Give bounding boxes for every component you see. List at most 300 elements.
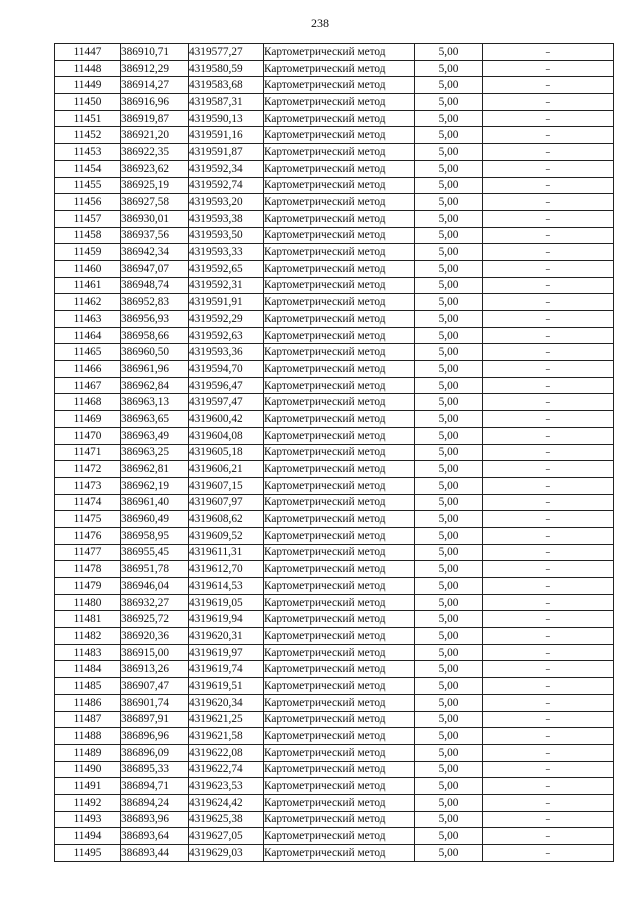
accuracy-cell: 5,00 xyxy=(415,177,483,194)
accuracy-cell: 5,00 xyxy=(415,845,483,862)
x-coordinate-cell: 386958,95 xyxy=(121,527,189,544)
note-cell xyxy=(483,711,614,728)
note-cell xyxy=(483,44,614,61)
point-number-cell: 11467 xyxy=(55,377,121,394)
accuracy-cell: 5,00 xyxy=(415,94,483,111)
table-row xyxy=(55,260,614,277)
method-cell: Картометрический метод xyxy=(264,294,415,311)
y-coordinate-cell: 4319592,34 xyxy=(189,160,264,177)
x-coordinate-cell: 386921,20 xyxy=(121,127,189,144)
point-number-cell: 11464 xyxy=(55,327,121,344)
x-coordinate-cell: 386963,13 xyxy=(121,394,189,411)
accuracy-cell: 5,00 xyxy=(415,311,483,328)
point-number-cell: 11465 xyxy=(55,344,121,361)
point-number-cell: 11488 xyxy=(55,728,121,745)
table-row xyxy=(55,210,614,227)
y-coordinate-cell: 4319592,31 xyxy=(189,277,264,294)
x-coordinate-cell: 386947,07 xyxy=(121,260,189,277)
x-coordinate-cell: 386963,49 xyxy=(121,427,189,444)
note-cell xyxy=(483,494,614,511)
page-number: 238 xyxy=(311,16,329,30)
method-cell: Картометрический метод xyxy=(264,661,415,678)
x-coordinate-cell: 386893,44 xyxy=(121,845,189,862)
method-cell: Картометрический метод xyxy=(264,494,415,511)
dash-mark: – xyxy=(546,846,550,859)
coordinates-table xyxy=(54,43,614,862)
note-cell xyxy=(483,477,614,494)
y-coordinate-cell: 4319577,27 xyxy=(189,44,264,61)
accuracy-cell: 5,00 xyxy=(415,494,483,511)
accuracy-cell: 5,00 xyxy=(415,427,483,444)
x-coordinate-cell: 386930,01 xyxy=(121,210,189,227)
table-row xyxy=(55,361,614,378)
note-cell xyxy=(483,578,614,595)
dash-mark: – xyxy=(546,312,550,325)
table-row xyxy=(55,44,614,61)
table-row xyxy=(55,294,614,311)
method-cell: Картометрический метод xyxy=(264,578,415,595)
dash-mark: – xyxy=(546,796,550,809)
dash-mark: – xyxy=(546,479,550,492)
point-number-cell: 11485 xyxy=(55,678,121,695)
y-coordinate-cell: 4319587,31 xyxy=(189,94,264,111)
point-number-cell: 11454 xyxy=(55,160,121,177)
x-coordinate-cell: 386894,24 xyxy=(121,794,189,811)
method-cell: Картометрический метод xyxy=(264,110,415,127)
dash-mark: – xyxy=(546,513,550,526)
table-row xyxy=(55,828,614,845)
accuracy-cell: 5,00 xyxy=(415,127,483,144)
note-cell xyxy=(483,327,614,344)
x-coordinate-cell: 386916,96 xyxy=(121,94,189,111)
accuracy-cell: 5,00 xyxy=(415,611,483,628)
note-cell xyxy=(483,194,614,211)
x-coordinate-cell: 386960,49 xyxy=(121,511,189,528)
note-cell xyxy=(483,628,614,645)
note-cell xyxy=(483,694,614,711)
method-cell: Картометрический метод xyxy=(264,427,415,444)
note-cell xyxy=(483,227,614,244)
table-row xyxy=(55,761,614,778)
method-cell: Картометрический метод xyxy=(264,628,415,645)
method-cell: Картометрический метод xyxy=(264,177,415,194)
accuracy-cell: 5,00 xyxy=(415,194,483,211)
dash-mark: – xyxy=(546,329,550,342)
accuracy-cell: 5,00 xyxy=(415,411,483,428)
table-row xyxy=(55,94,614,111)
method-cell: Картометрический метод xyxy=(264,210,415,227)
note-cell xyxy=(483,394,614,411)
accuracy-cell: 5,00 xyxy=(415,694,483,711)
method-cell: Картометрический метод xyxy=(264,845,415,862)
dash-mark: – xyxy=(546,529,550,542)
table-row xyxy=(55,661,614,678)
x-coordinate-cell: 386946,04 xyxy=(121,578,189,595)
table-row xyxy=(55,461,614,478)
dash-mark: – xyxy=(546,212,550,225)
dash-mark: – xyxy=(546,546,550,559)
note-cell xyxy=(483,294,614,311)
x-coordinate-cell: 386910,71 xyxy=(121,44,189,61)
accuracy-cell: 5,00 xyxy=(415,294,483,311)
method-cell: Картометрический метод xyxy=(264,411,415,428)
note-cell xyxy=(483,344,614,361)
dash-mark: – xyxy=(546,279,550,292)
x-coordinate-cell: 386962,19 xyxy=(121,477,189,494)
dash-mark: – xyxy=(546,262,550,275)
y-coordinate-cell: 4319593,38 xyxy=(189,210,264,227)
y-coordinate-cell: 4319596,47 xyxy=(189,377,264,394)
point-number-cell: 11469 xyxy=(55,411,121,428)
accuracy-cell: 5,00 xyxy=(415,761,483,778)
dash-mark: – xyxy=(546,746,550,759)
table-row xyxy=(55,578,614,595)
x-coordinate-cell: 386942,34 xyxy=(121,244,189,261)
method-cell: Картометрический метод xyxy=(264,778,415,795)
accuracy-cell: 5,00 xyxy=(415,511,483,528)
table-row xyxy=(55,711,614,728)
dash-mark: – xyxy=(546,446,550,459)
dash-mark: – xyxy=(546,496,550,509)
point-number-cell: 11461 xyxy=(55,277,121,294)
dash-mark: – xyxy=(546,696,550,709)
method-cell: Картометрический метод xyxy=(264,744,415,761)
x-coordinate-cell: 386951,78 xyxy=(121,561,189,578)
accuracy-cell: 5,00 xyxy=(415,394,483,411)
dash-mark: – xyxy=(546,145,550,158)
accuracy-cell: 5,00 xyxy=(415,444,483,461)
method-cell: Картометрический метод xyxy=(264,794,415,811)
x-coordinate-cell: 386960,50 xyxy=(121,344,189,361)
method-cell: Картометрический метод xyxy=(264,644,415,661)
x-coordinate-cell: 386919,87 xyxy=(121,110,189,127)
method-cell: Картометрический метод xyxy=(264,527,415,544)
table-row xyxy=(55,344,614,361)
point-number-cell: 11450 xyxy=(55,94,121,111)
dash-mark: – xyxy=(546,679,550,692)
dash-mark: – xyxy=(546,730,550,743)
note-cell xyxy=(483,778,614,795)
table-row xyxy=(55,177,614,194)
y-coordinate-cell: 4319592,29 xyxy=(189,311,264,328)
method-cell: Картометрический метод xyxy=(264,461,415,478)
x-coordinate-cell: 386955,45 xyxy=(121,544,189,561)
x-coordinate-cell: 386927,58 xyxy=(121,194,189,211)
table-row xyxy=(55,611,614,628)
dash-mark: – xyxy=(546,95,550,108)
table-row xyxy=(55,411,614,428)
point-number-cell: 11471 xyxy=(55,444,121,461)
note-cell xyxy=(483,594,614,611)
note-cell xyxy=(483,210,614,227)
y-coordinate-cell: 4319619,51 xyxy=(189,678,264,695)
method-cell: Картометрический метод xyxy=(264,761,415,778)
table-row xyxy=(55,227,614,244)
point-number-cell: 11495 xyxy=(55,845,121,862)
note-cell xyxy=(483,761,614,778)
y-coordinate-cell: 4319619,97 xyxy=(189,644,264,661)
dash-mark: – xyxy=(546,296,550,309)
point-number-cell: 11449 xyxy=(55,77,121,94)
y-coordinate-cell: 4319607,15 xyxy=(189,477,264,494)
note-cell xyxy=(483,260,614,277)
accuracy-cell: 5,00 xyxy=(415,361,483,378)
table-row xyxy=(55,277,614,294)
x-coordinate-cell: 386920,36 xyxy=(121,628,189,645)
accuracy-cell: 5,00 xyxy=(415,527,483,544)
accuracy-cell: 5,00 xyxy=(415,711,483,728)
accuracy-cell: 5,00 xyxy=(415,661,483,678)
y-coordinate-cell: 4319590,13 xyxy=(189,110,264,127)
x-coordinate-cell: 386895,33 xyxy=(121,761,189,778)
y-coordinate-cell: 4319621,58 xyxy=(189,728,264,745)
dash-mark: – xyxy=(546,713,550,726)
note-cell xyxy=(483,728,614,745)
dash-mark: – xyxy=(546,379,550,392)
y-coordinate-cell: 4319593,36 xyxy=(189,344,264,361)
point-number-cell: 11481 xyxy=(55,611,121,628)
accuracy-cell: 5,00 xyxy=(415,828,483,845)
x-coordinate-cell: 386914,27 xyxy=(121,77,189,94)
dash-mark: – xyxy=(546,412,550,425)
table-row xyxy=(55,778,614,795)
dash-mark: – xyxy=(546,663,550,676)
x-coordinate-cell: 386932,27 xyxy=(121,594,189,611)
y-coordinate-cell: 4319592,65 xyxy=(189,260,264,277)
accuracy-cell: 5,00 xyxy=(415,561,483,578)
point-number-cell: 11486 xyxy=(55,694,121,711)
x-coordinate-cell: 386958,66 xyxy=(121,327,189,344)
dash-mark: – xyxy=(546,129,550,142)
note-cell xyxy=(483,828,614,845)
y-coordinate-cell: 4319597,47 xyxy=(189,394,264,411)
dash-mark: – xyxy=(546,346,550,359)
x-coordinate-cell: 386962,81 xyxy=(121,461,189,478)
table-row xyxy=(55,311,614,328)
table-row xyxy=(55,678,614,695)
x-coordinate-cell: 386922,35 xyxy=(121,144,189,161)
y-coordinate-cell: 4319592,63 xyxy=(189,327,264,344)
method-cell: Картометрический метод xyxy=(264,377,415,394)
dash-mark: – xyxy=(546,646,550,659)
accuracy-cell: 5,00 xyxy=(415,144,483,161)
y-coordinate-cell: 4319619,94 xyxy=(189,611,264,628)
point-number-cell: 11456 xyxy=(55,194,121,211)
point-number-cell: 11455 xyxy=(55,177,121,194)
table-row xyxy=(55,811,614,828)
note-cell xyxy=(483,361,614,378)
x-coordinate-cell: 386925,19 xyxy=(121,177,189,194)
method-cell: Картометрический метод xyxy=(264,711,415,728)
method-cell: Картометрический метод xyxy=(264,77,415,94)
x-coordinate-cell: 386937,56 xyxy=(121,227,189,244)
accuracy-cell: 5,00 xyxy=(415,110,483,127)
note-cell xyxy=(483,661,614,678)
point-number-cell: 11452 xyxy=(55,127,121,144)
table-row xyxy=(55,477,614,494)
x-coordinate-cell: 386907,47 xyxy=(121,678,189,695)
dash-mark: – xyxy=(546,780,550,793)
table-row xyxy=(55,511,614,528)
dash-mark: – xyxy=(546,79,550,92)
note-cell xyxy=(483,311,614,328)
note-cell xyxy=(483,678,614,695)
table-row xyxy=(55,644,614,661)
y-coordinate-cell: 4319594,70 xyxy=(189,361,264,378)
table-row xyxy=(55,561,614,578)
accuracy-cell: 5,00 xyxy=(415,644,483,661)
point-number-cell: 11479 xyxy=(55,578,121,595)
method-cell: Картометрический метод xyxy=(264,311,415,328)
accuracy-cell: 5,00 xyxy=(415,260,483,277)
table-row xyxy=(55,110,614,127)
point-number-cell: 11487 xyxy=(55,711,121,728)
table-row xyxy=(55,444,614,461)
table-row xyxy=(55,144,614,161)
dash-mark: – xyxy=(546,196,550,209)
method-cell: Картометрический метод xyxy=(264,811,415,828)
table-row xyxy=(55,527,614,544)
y-coordinate-cell: 4319608,62 xyxy=(189,511,264,528)
accuracy-cell: 5,00 xyxy=(415,44,483,61)
y-coordinate-cell: 4319583,68 xyxy=(189,77,264,94)
method-cell: Картометрический метод xyxy=(264,828,415,845)
coordinates-table-body xyxy=(55,44,614,862)
point-number-cell: 11493 xyxy=(55,811,121,828)
dash-mark: – xyxy=(546,62,550,75)
x-coordinate-cell: 386901,74 xyxy=(121,694,189,711)
note-cell xyxy=(483,127,614,144)
method-cell: Картометрический метод xyxy=(264,728,415,745)
accuracy-cell: 5,00 xyxy=(415,811,483,828)
dash-mark: – xyxy=(546,112,550,125)
y-coordinate-cell: 4319593,33 xyxy=(189,244,264,261)
method-cell: Картометрический метод xyxy=(264,277,415,294)
note-cell xyxy=(483,444,614,461)
point-number-cell: 11475 xyxy=(55,511,121,528)
point-number-cell: 11473 xyxy=(55,477,121,494)
accuracy-cell: 5,00 xyxy=(415,60,483,77)
y-coordinate-cell: 4319591,87 xyxy=(189,144,264,161)
accuracy-cell: 5,00 xyxy=(415,461,483,478)
table-row xyxy=(55,794,614,811)
table-row xyxy=(55,377,614,394)
x-coordinate-cell: 386952,83 xyxy=(121,294,189,311)
method-cell: Картометрический метод xyxy=(264,194,415,211)
y-coordinate-cell: 4319604,08 xyxy=(189,427,264,444)
method-cell: Картометрический метод xyxy=(264,60,415,77)
note-cell xyxy=(483,561,614,578)
dash-mark: – xyxy=(546,629,550,642)
y-coordinate-cell: 4319622,08 xyxy=(189,744,264,761)
point-number-cell: 11463 xyxy=(55,311,121,328)
note-cell xyxy=(483,427,614,444)
note-cell xyxy=(483,160,614,177)
y-coordinate-cell: 4319620,31 xyxy=(189,628,264,645)
note-cell xyxy=(483,744,614,761)
method-cell: Картометрический метод xyxy=(264,160,415,177)
point-number-cell: 11474 xyxy=(55,494,121,511)
x-coordinate-cell: 386961,40 xyxy=(121,494,189,511)
y-coordinate-cell: 4319627,05 xyxy=(189,828,264,845)
x-coordinate-cell: 386915,00 xyxy=(121,644,189,661)
table-row xyxy=(55,244,614,261)
y-coordinate-cell: 4319609,52 xyxy=(189,527,264,544)
method-cell: Картометрический метод xyxy=(264,94,415,111)
dash-mark: – xyxy=(546,429,550,442)
x-coordinate-cell: 386963,65 xyxy=(121,411,189,428)
point-number-cell: 11494 xyxy=(55,828,121,845)
x-coordinate-cell: 386896,96 xyxy=(121,728,189,745)
table-row xyxy=(55,327,614,344)
dash-mark: – xyxy=(546,362,550,375)
y-coordinate-cell: 4319600,42 xyxy=(189,411,264,428)
accuracy-cell: 5,00 xyxy=(415,277,483,294)
dash-mark: – xyxy=(546,813,550,826)
table-row xyxy=(55,60,614,77)
y-coordinate-cell: 4319619,74 xyxy=(189,661,264,678)
x-coordinate-cell: 386923,62 xyxy=(121,160,189,177)
y-coordinate-cell: 4319612,70 xyxy=(189,561,264,578)
point-number-cell: 11482 xyxy=(55,628,121,645)
accuracy-cell: 5,00 xyxy=(415,377,483,394)
point-number-cell: 11448 xyxy=(55,60,121,77)
table-row xyxy=(55,494,614,511)
x-coordinate-cell: 386893,96 xyxy=(121,811,189,828)
accuracy-cell: 5,00 xyxy=(415,344,483,361)
accuracy-cell: 5,00 xyxy=(415,578,483,595)
accuracy-cell: 5,00 xyxy=(415,160,483,177)
note-cell xyxy=(483,110,614,127)
note-cell xyxy=(483,845,614,862)
table-row xyxy=(55,160,614,177)
accuracy-cell: 5,00 xyxy=(415,678,483,695)
dash-mark: – xyxy=(546,162,550,175)
y-coordinate-cell: 4319619,05 xyxy=(189,594,264,611)
table-row xyxy=(55,427,614,444)
note-cell xyxy=(483,544,614,561)
x-coordinate-cell: 386962,84 xyxy=(121,377,189,394)
point-number-cell: 11489 xyxy=(55,744,121,761)
point-number-cell: 11491 xyxy=(55,778,121,795)
accuracy-cell: 5,00 xyxy=(415,778,483,795)
point-number-cell: 11458 xyxy=(55,227,121,244)
y-coordinate-cell: 4319614,53 xyxy=(189,578,264,595)
y-coordinate-cell: 4319580,59 xyxy=(189,60,264,77)
table-row xyxy=(55,594,614,611)
y-coordinate-cell: 4319621,25 xyxy=(189,711,264,728)
table-row xyxy=(55,394,614,411)
table-row xyxy=(55,77,614,94)
y-coordinate-cell: 4319622,74 xyxy=(189,761,264,778)
accuracy-cell: 5,00 xyxy=(415,77,483,94)
dash-mark: – xyxy=(546,830,550,843)
point-number-cell: 11470 xyxy=(55,427,121,444)
note-cell xyxy=(483,511,614,528)
note-cell xyxy=(483,244,614,261)
accuracy-cell: 5,00 xyxy=(415,594,483,611)
point-number-cell: 11483 xyxy=(55,644,121,661)
dash-mark: – xyxy=(546,596,550,609)
point-number-cell: 11476 xyxy=(55,527,121,544)
y-coordinate-cell: 4319624,42 xyxy=(189,794,264,811)
point-number-cell: 11490 xyxy=(55,761,121,778)
accuracy-cell: 5,00 xyxy=(415,227,483,244)
note-cell xyxy=(483,611,614,628)
y-coordinate-cell: 4319591,16 xyxy=(189,127,264,144)
note-cell xyxy=(483,60,614,77)
x-coordinate-cell: 386963,25 xyxy=(121,444,189,461)
